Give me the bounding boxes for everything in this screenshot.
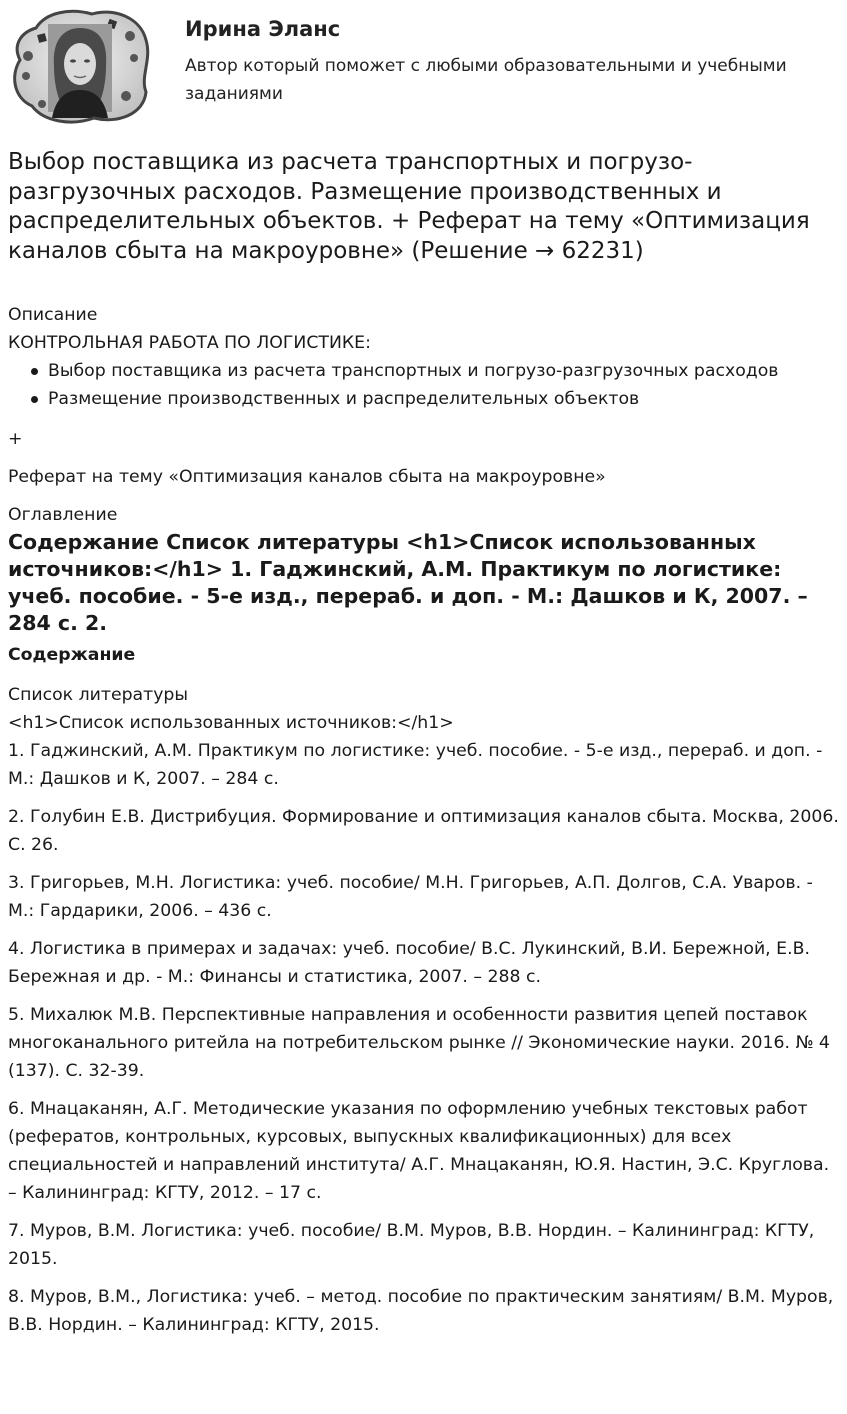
page-title: Выбор поставщика из расчета транспортных и погрузо-разгрузочных расходов. Размещение производственных и распределительных объектов. + Реферат на тему «Оптимизация каналов сбыта на макроуровне» (Решение → 62231) (8, 149, 810, 264)
description-bullet-list (8, 357, 840, 413)
author-avatar (8, 6, 152, 126)
bullet-icon (31, 396, 38, 403)
plus-sign: + (8, 429, 23, 449)
reference-item: 8. Муров, В.М., Логистика: учеб. – метод. пособие по практическим занятиям/ В.М. Муров, В.В. Нордин. – Калининград: КГТУ, 2015. (8, 1287, 834, 1335)
contents-heading: Содержание (8, 645, 136, 665)
reference-item: 5. Михалюк М.В. Перспективные направления и особенности развития цепей поставок многоканального ритейла на потребительском рынке // Экономические науки. 2016. № 4 (137). С. 32-39. (8, 1005, 830, 1081)
author-description: Автор который поможет с любыми образовательными и учебными заданиями (185, 56, 787, 104)
bullet-icon (31, 368, 38, 375)
reference-item: 6. Мнацаканян, А.Г. Методические указания по оформлению учебных текстовых работ (рефератов, контрольных, курсовых, выпускных квалификационных) для всех специальностей и направлений института/ А.Г. Мнацаканян, Ю.Я. Настин, Э.С. Круглова. – Калининград: КГТУ, 2012. – 17 с. (8, 1099, 830, 1203)
references-raw-heading: <h1>Список использованных источников:</h1> (8, 713, 454, 733)
toc-title: Содержание Список литературы <h1>Список использованных источников:</h1> 1. Гаджинский, А.М. Практикум по логистике: учеб. пособие. - 5-е изд., перераб. и доп. - М.: Дашков и К, 2007. – 284 с. 2. (8, 530, 808, 635)
reference-item: 7. Муров, В.М. Логистика: учеб. пособие/ В.М. Муров, В.В. Нордин. – Калининград: КГТУ, 2015. (8, 1221, 815, 1269)
essay-topic: Реферат на тему «Оптимизация каналов сбыта на макроуровне» (8, 467, 606, 487)
bullet-item (48, 357, 840, 385)
bullet-item (48, 385, 840, 413)
toc-heading: Оглавление (8, 505, 118, 525)
bullet-text: Размещение производственных и распределительных объектов (48, 389, 640, 409)
reference-item: 2. Голубин Е.В. Дистрибуция. Формирование и оптимизация каналов сбыта. Москва, 2006. С. 26. (8, 807, 839, 855)
references-heading: Список литературы (8, 685, 189, 705)
reference-item: 1. Гаджинский, А.М. Практикум по логистике: учеб. пособие. - 5-е изд., перераб. и доп. - М.: Дашков и К, 2007. – 284 с. (8, 741, 823, 789)
main-content (8, 301, 840, 1349)
description-subtitle: КОНТРОЛЬНАЯ РАБОТА ПО ЛОГИСТИКЕ: (8, 333, 371, 353)
description-heading: Описание (8, 305, 98, 325)
reference-item: 3. Григорьев, М.Н. Логистика: учеб. пособие/ М.Н. Григорьев, А.П. Долгов, С.А. Уваров. - М.: Гардарики, 2006. – 436 с. (8, 873, 813, 921)
bullet-text: Выбор поставщика из расчета транспортных и погрузо-разгрузочных расходов (48, 361, 779, 381)
author-name[interactable]: Ирина Эланс (185, 17, 341, 41)
author-card (8, 6, 838, 128)
reference-item: 4. Логистика в примерах и задачах: учеб. пособие/ В.С. Лукинский, В.И. Бережной, Е.В. Бережная и др. - М.: Финансы и статистика, 2007. – 288 с. (8, 939, 810, 987)
